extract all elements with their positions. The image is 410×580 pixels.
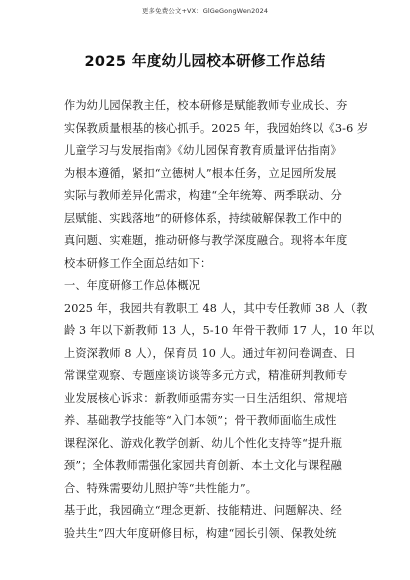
paragraph-line: 养、基础教学技能等“入门本领”；骨干教师面临生成性 bbox=[64, 414, 337, 427]
document-body bbox=[64, 95, 375, 545]
header-note: 更多免费公文+VX：GlGeGongWen2024 bbox=[141, 7, 269, 15]
page-title: 2025 年度幼儿园校本研修工作总结 bbox=[84, 54, 326, 70]
paragraph-line: 上资深教师 8 人），保育员 10 人。通过年初问卷调查、日 bbox=[64, 346, 356, 360]
paragraph-line: 为根本遵循，紧扣“立德树人”根本任务，立足园所发展 bbox=[64, 166, 337, 180]
paragraph-line: 课程深化、游戏化教学创新、幼儿个性化支持等“提升瓶 bbox=[64, 436, 342, 450]
paragraph-line: 儿童学习与发展指南》《幼儿园保育教育质量评估指南》 bbox=[64, 144, 342, 157]
paragraph-line: 基于此，我园确立“理念更新、技能精进、问题解决、经 bbox=[64, 504, 342, 517]
paragraph-line: 合、特殊需要幼儿照护等“共性能力”。 bbox=[64, 481, 258, 495]
paragraph-line: 实际与教师差异化需求，构建“全年统筹、两季联动、分 bbox=[64, 189, 342, 202]
paragraph-line: 校本研修工作全面总结如下： bbox=[64, 256, 212, 270]
paragraph-line: 颈”；全体教师需强化家园共育创新、本土文化与课程融 bbox=[64, 459, 342, 472]
paragraph-line: 实保教质量根基的核心抓手。2025 年，我园始终以《3-6 岁 bbox=[64, 121, 369, 135]
paragraph-line: 2025 年，我园共有教职工 48 人，其中专任教师 38 人（教 bbox=[64, 301, 368, 315]
paragraph-line: 验共生”四大年度研修目标，构建“园长引领、保教处统 bbox=[64, 526, 337, 540]
paragraph-line: 作为幼儿园保教主任，校本研修是赋能教师专业成长、夯 bbox=[64, 99, 348, 112]
paragraph-line: 业发展核心诉求：新教师亟需夯实一日生活组织、常规培 bbox=[64, 391, 348, 405]
paragraph-line: 层赋能、实践落地”的研修体系，持续破解保教工作中的 bbox=[64, 211, 342, 225]
paragraph-line: 真问题、实难题，推动研修与教学深度融合。现将本年度 bbox=[64, 234, 348, 247]
section-heading: 一、年度研修工作总体概况 bbox=[64, 279, 201, 292]
paragraph-line: 龄 3 年以下新教师 13 人，5-10 年骨干教师 17 人，10 年以 bbox=[64, 324, 375, 337]
paragraph-line: 常课堂观察、专题座谈访谈等多元方式，精准研判教师专 bbox=[64, 369, 348, 382]
